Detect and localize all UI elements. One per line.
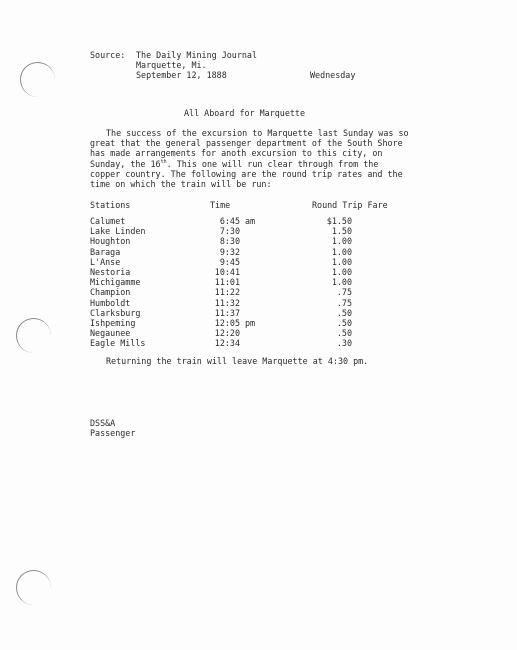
table-row: [0, 216, 517, 226]
station-cell: Ishpeming: [90, 318, 136, 328]
fare-cell: .75: [336, 297, 352, 308]
table-row: [0, 236, 517, 246]
table-row: [0, 308, 517, 318]
time-cell: 11:22: [214, 287, 240, 298]
station-cell: Baraga: [90, 246, 121, 257]
fare-cell: 1.00: [331, 267, 352, 277]
source-date: September 12, 1888: [136, 70, 227, 80]
source-label: Source:: [90, 50, 126, 60]
ampm-cell: am: [245, 216, 256, 226]
source-publication: The Daily Mining Journal: [136, 50, 258, 60]
fare-cell: .75: [336, 287, 352, 298]
time-cell: 11:32: [214, 297, 240, 308]
station-cell: Champion: [90, 287, 131, 298]
time-cell: 11:37: [214, 307, 240, 318]
time-cell: 12:05: [214, 318, 240, 328]
time-cell: 8:30: [219, 236, 240, 247]
fare-cell: 1.00: [331, 236, 352, 247]
article-body-text-1: The success of the excursion to Marquette last Sunday was so great that the general passenger department of the South Shore has made arrangements for anoth excursion to this city, on Sunday, the 16: [90, 128, 409, 169]
time-cell: 9:32: [219, 246, 240, 257]
time-cell: 12:34: [214, 338, 240, 349]
article-body-text-2: . This one will run clear through from the copper country. The following are the round trip rates and the time on which the train will be run:: [90, 158, 403, 190]
table-row: [0, 257, 517, 267]
fare-cell: .30: [336, 338, 352, 349]
fare-cell: $1.50: [326, 216, 352, 226]
footer-category: Passenger: [90, 428, 136, 438]
table-row: [0, 318, 517, 328]
article-title: All Aboard for Marquette: [184, 108, 306, 118]
fare-cell: 1.00: [331, 256, 352, 267]
table-row: [0, 328, 517, 338]
fare-cell: 1.00: [331, 277, 352, 288]
column-header-fare: Round Trip Fare: [312, 200, 388, 210]
fare-cell: .50: [336, 307, 352, 318]
table-row: [0, 277, 517, 287]
source-weekday: Wednesday: [310, 70, 356, 80]
column-header-time: Time: [210, 200, 231, 210]
time-cell: 6:45: [219, 216, 240, 226]
fare-cell: .50: [336, 328, 352, 339]
column-header-stations: Stations: [90, 200, 131, 210]
date-ordinal-suffix: th: [160, 158, 167, 165]
station-cell: Humboldt: [90, 297, 131, 308]
time-cell: 7:30: [219, 226, 240, 237]
station-cell: Negaunee: [90, 328, 131, 339]
article-body: [90, 128, 410, 189]
station-cell: Nestoria: [90, 267, 131, 277]
fare-cell: 1.00: [331, 246, 352, 257]
fare-cell: .50: [336, 318, 352, 328]
time-cell: 10:41: [214, 267, 240, 277]
punch-hole-mark-top: [20, 62, 55, 97]
return-note: Returning the train will leave Marquette at 4:30 pm.: [106, 356, 369, 366]
station-cell: Calumet: [90, 216, 126, 226]
station-cell: Eagle Mills: [90, 338, 146, 349]
source-city: Marquette, Mi.: [136, 60, 207, 70]
station-cell: Houghton: [90, 236, 131, 247]
table-row: [0, 226, 517, 236]
station-cell: Clarksburg: [90, 307, 141, 318]
station-cell: Lake Linden: [90, 226, 146, 237]
station-cell: Michigamme: [90, 277, 141, 288]
time-cell: 12:20: [214, 328, 240, 339]
time-cell: 11:01: [214, 277, 240, 288]
ampm-cell: pm: [245, 318, 256, 328]
fare-cell: 1.50: [331, 226, 352, 237]
time-cell: 9:45: [219, 256, 240, 267]
table-row: [0, 298, 517, 308]
table-header-row: [0, 200, 517, 210]
table-row: [0, 287, 517, 297]
table-row: [0, 247, 517, 257]
station-cell: L'Anse: [90, 256, 121, 267]
punch-hole-mark-bottom: [16, 570, 51, 605]
table-row: [0, 267, 517, 277]
footer-code: DSS&A: [90, 418, 116, 428]
table-row: [0, 338, 517, 348]
